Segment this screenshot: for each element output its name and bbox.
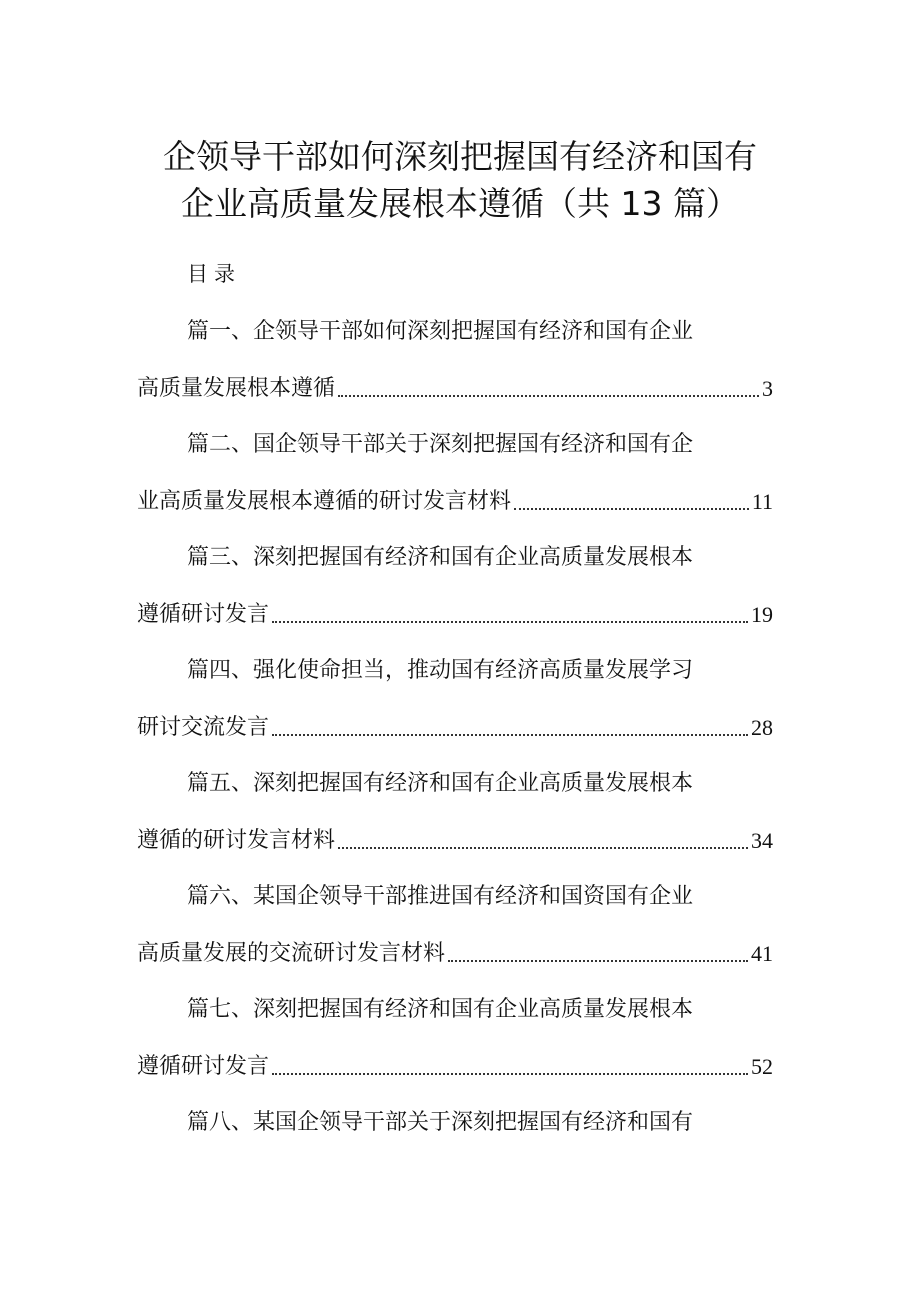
toc-dot-leader: [448, 960, 748, 962]
toc-dot-leader: [272, 621, 748, 623]
toc-entry-title: 篇六、某国企领导干部推进国有经济和国资国有企业: [187, 884, 694, 909]
toc-entry-5[interactable]: [0, 768, 920, 868]
toc-entry-title-continuation: 高质量发展的交流研讨发言材料: [137, 941, 446, 966]
toc-entry-continuation-row: [137, 712, 773, 744]
toc-entry-2[interactable]: [0, 429, 920, 529]
toc-entry-1[interactable]: [0, 316, 920, 416]
toc-entry-title: 篇七、深刻把握国有经济和国有企业高质量发展根本: [187, 997, 694, 1022]
toc-entry-8[interactable]: [0, 1107, 920, 1207]
toc-entry-title-continuation: 遵循的研讨发言材料: [137, 828, 336, 853]
toc-heading: 目录: [187, 262, 241, 286]
toc-page-number: 41: [751, 941, 773, 966]
toc-page-number: 3: [762, 376, 773, 401]
toc-dot-leader: [514, 508, 749, 510]
toc-page-number: 11: [751, 489, 773, 514]
document-title-line-1: 企领导干部如何深刻把握国有经济和国有: [163, 137, 757, 176]
toc-entry-title-continuation: 遵循研讨发言: [137, 1054, 270, 1079]
toc-entry-title-continuation: 遵循研讨发言: [137, 602, 270, 627]
toc-entry-title-continuation: 研讨交流发言: [137, 715, 270, 740]
toc-entry-continuation-row: [137, 599, 773, 631]
toc-dot-leader: [272, 734, 748, 736]
toc-page-number: 28: [751, 715, 773, 740]
toc-entry-title: 篇八、某国企领导干部关于深刻把握国有经济和国有: [187, 1110, 694, 1135]
toc-entry-title: 篇一、企领导干部如何深刻把握国有经济和国有企业: [187, 319, 694, 344]
toc-page-number: 19: [751, 602, 773, 627]
toc-entry-title: 篇三、深刻把握国有经济和国有企业高质量发展根本: [187, 545, 694, 570]
toc-entry-continuation-row: [137, 486, 773, 518]
toc-entry-continuation-row: [137, 373, 773, 405]
toc-entry-4[interactable]: [0, 655, 920, 755]
toc-entry-continuation-row: [137, 1051, 773, 1083]
toc-dot-leader: [338, 395, 759, 397]
toc-entry-title: 篇四、强化使命担当，推动国有经济高质量发展学习: [187, 658, 694, 683]
toc-entry-6[interactable]: [0, 881, 920, 981]
toc-entry-3[interactable]: [0, 542, 920, 642]
toc-entry-title: 篇五、深刻把握国有经济和国有企业高质量发展根本: [187, 771, 694, 796]
toc-entry-continuation-row: [137, 825, 773, 857]
toc-page-number: 34: [751, 828, 773, 853]
toc-dot-leader: [338, 847, 748, 849]
toc-entry-title-continuation: 业高质量发展根本遵循的研讨发言材料: [137, 489, 512, 514]
toc-entry-title: 篇二、国企领导干部关于深刻把握国有经济和国有企: [187, 432, 694, 457]
toc-entry-continuation-row: [137, 938, 773, 970]
toc-dot-leader: [272, 1073, 748, 1075]
toc-entry-title-continuation: 高质量发展根本遵循: [137, 376, 336, 401]
toc-page-number: 52: [751, 1054, 773, 1079]
toc-entry-7[interactable]: [0, 994, 920, 1094]
document-title-line-2: 企业高质量发展根本遵循（共 13 篇）: [181, 184, 739, 223]
